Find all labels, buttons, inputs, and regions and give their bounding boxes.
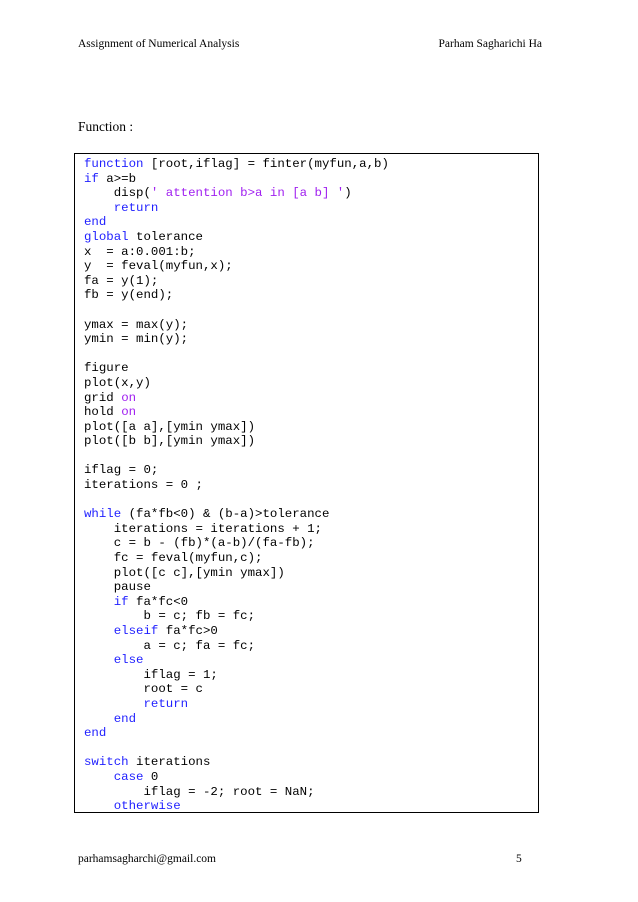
code-string: on [121,390,137,405]
code-text: c = b - (fb)*(a-b)/(fa-fb); [84,536,315,551]
code-text [84,624,114,638]
code-listing-box [74,153,539,813]
code-line [84,172,389,187]
code-keyword: else [113,653,144,668]
code-keyword: if [84,171,99,186]
code-text: a>=b [98,171,137,186]
code-keyword: case [113,769,144,784]
code-line [84,755,389,770]
code-listing [84,157,389,814]
code-text: fa*fc<0 [128,594,189,609]
code-line [84,639,389,654]
code-text [84,799,114,813]
code-text [84,770,114,784]
code-line [84,347,389,362]
code-text [84,595,114,609]
code-line [84,566,389,581]
code-line [84,609,389,624]
code-line [84,361,389,376]
code-text: disp( [84,186,151,201]
code-line [84,288,389,303]
code-line [84,463,389,478]
code-line [84,318,389,333]
code-line [84,536,389,551]
footer-email: parhamsagharchi@gmail.com [78,853,216,865]
code-text [84,653,114,667]
code-text: root = c [84,682,203,697]
code-line [84,376,389,391]
code-text [84,201,114,215]
code-keyword: end [113,711,137,726]
code-line [84,215,389,230]
code-line [84,595,389,610]
code-line [84,186,389,201]
code-text: iterations = 0 ; [84,478,203,493]
code-text: plot([c c],[ymin ymax]) [84,565,285,580]
code-text: fa*fc>0 [158,624,218,638]
code-line [84,712,389,727]
code-text: ) [344,186,352,201]
code-line [84,653,389,668]
code-keyword: while [84,507,122,522]
code-text: hold [84,405,122,420]
code-keyword: elseif [113,624,159,638]
code-line [84,493,389,508]
code-line [84,274,389,289]
code-keyword: return [113,200,159,215]
code-text: b = c; fb = fc; [84,609,256,624]
code-text: ymin = min(y); [84,332,189,347]
code-text: plot([a a],[ymin ymax]) [84,419,256,434]
code-text: 0 [143,769,159,784]
code-line [84,624,389,639]
code-text: iterations [128,755,211,770]
code-line [84,507,389,522]
code-keyword: if [113,594,129,609]
code-text: pause [84,580,151,595]
code-text [84,697,144,711]
code-line [84,303,389,318]
section-title: Function : [78,119,134,134]
code-line [84,478,389,493]
code-text: figure [84,361,129,376]
code-keyword: end [84,726,107,741]
code-line [84,449,389,464]
running-header-title: Assignment of Numerical Analysis [78,38,240,50]
code-text [84,712,114,726]
code-line [84,332,389,347]
code-line [84,770,389,785]
code-keyword: global [84,229,129,244]
code-line [84,551,389,566]
code-line [84,580,389,595]
code-text: iflag = -2; root = NaN; [84,784,315,799]
code-text: fa = y(1); [84,273,159,288]
code-text: iflag = 0; [84,463,159,478]
page-number: 5 [516,853,522,865]
code-line [84,434,389,449]
code-line [84,799,389,814]
code-text: fb = y(end); [84,288,174,303]
code-text: iterations = iterations + 1; [84,521,322,536]
code-text: plot(x,y) [84,375,151,390]
code-line [84,785,389,800]
code-text: x = a:0.001:b; [84,244,196,259]
code-text: fc = feval(myfun,c); [84,551,263,566]
code-text: a = c; fa = fc; [84,638,256,653]
code-line [84,259,389,274]
code-line [84,420,389,435]
code-text: plot([b b],[ymin ymax]) [84,434,256,449]
code-string: on [121,405,137,420]
running-header-author: Parham Sagharichi Ha [438,38,542,50]
code-keyword: end [84,215,107,230]
code-line [84,391,389,406]
code-line [84,682,389,697]
code-line [84,668,389,683]
code-line [84,741,389,756]
code-text: iflag = 1; [84,667,218,682]
code-keyword: switch [84,755,129,770]
code-text: ymax = max(y); [84,317,189,332]
code-text: (fa*fb<0) & (b-a)>tolerance [121,507,330,522]
code-line [84,157,389,172]
code-line [84,405,389,420]
code-keyword: return [143,696,189,711]
code-line [84,201,389,216]
code-text: tolerance [128,229,203,244]
code-line [84,522,389,537]
code-text: grid [84,390,122,405]
code-line [84,697,389,712]
code-line [84,726,389,741]
code-text: [root,iflag] = finter(myfun,a,b) [143,157,389,171]
code-line [84,230,389,245]
code-string: ' attention b>a in [a b] ' [150,186,345,201]
code-keyword: otherwise [113,799,181,814]
code-keyword: function [84,157,144,171]
code-text: y = feval(myfun,x); [84,259,233,274]
code-line [84,245,389,260]
